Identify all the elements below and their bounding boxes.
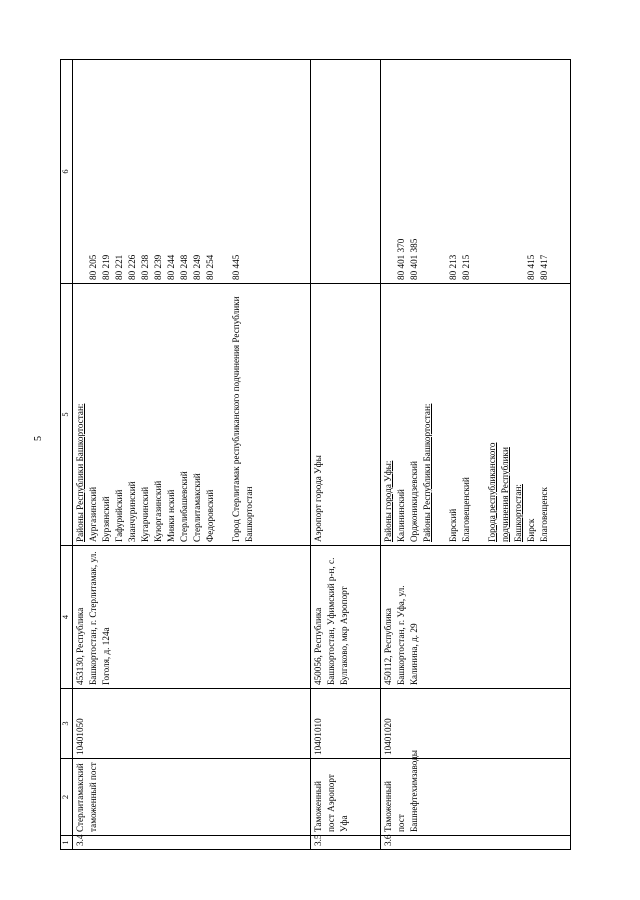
code-cell-empty [311, 60, 381, 284]
area-name: Кугарчинский [140, 486, 150, 542]
post-name: Таможенный пост Башнефтехимзаводы [381, 759, 571, 836]
area-name: Стерлитамакский [192, 473, 202, 542]
area-name: Мияки нский [166, 489, 176, 542]
area-name: Федоровский [205, 489, 215, 542]
row-number: 3.4 [73, 836, 311, 850]
district-name: Калининский [396, 489, 406, 542]
area-code: 80 238 [140, 254, 150, 280]
area-name: Гафурийский [114, 489, 124, 542]
area-code: 80 248 [179, 254, 189, 280]
city-name: Город Стерлитамак республиканского подчинения Республики Башкортостан [231, 296, 254, 542]
area-code: 80 254 [205, 254, 215, 280]
code-cell [73, 60, 311, 284]
territory-cell [73, 284, 311, 546]
areas-header: Районы Республики Башкортостан: [75, 403, 85, 542]
post-address: 450056, Республика Башкортостан, Уфимский р-н, с. Булгаково, мкр Аэропорт [311, 546, 381, 689]
post-address: 450112, Республика Башкортостан, г. Уфа, ул. Калинина, д. 29 [381, 546, 571, 689]
area-name: Благовещенский [461, 477, 471, 542]
table-row [73, 60, 311, 850]
col-header-1: 1 [61, 836, 73, 850]
area-name: Стерлибашевский [179, 471, 189, 542]
post-code: 10401020 [381, 689, 571, 759]
area-code: 80 215 [461, 254, 471, 280]
district-code: 80 401 385 [409, 238, 419, 280]
town-name: Бирск [526, 518, 536, 542]
district-code: 80 401 370 [396, 238, 406, 280]
col-header-4: 4 [61, 546, 73, 689]
town-code: 80 417 [539, 254, 549, 280]
post-name: Таможенный пост Аэропорт Уфа [311, 759, 381, 836]
area-code: 80 213 [448, 254, 458, 280]
town-name: Благовещенск [539, 487, 549, 542]
page-number: 5 [33, 436, 44, 441]
table-row [311, 60, 381, 850]
row-number: 3.6 [381, 836, 571, 850]
header-row [61, 60, 73, 850]
area-code: 80 249 [192, 254, 202, 280]
district-name: Орджоникидзевский [409, 461, 419, 542]
col-header-6: 6 [61, 60, 73, 284]
table-row [381, 60, 571, 850]
area-code: 80 244 [166, 254, 176, 280]
customs-posts-table [60, 59, 571, 850]
col-header-5: 5 [61, 284, 73, 546]
city-code: 80 445 [231, 254, 241, 280]
area-name: Куюргазинский [153, 480, 163, 542]
area-name: Зианчуринский [127, 481, 137, 542]
code-cell [381, 60, 571, 284]
area-code: 80 219 [101, 254, 111, 280]
post-code: 10401010 [311, 689, 381, 759]
town-code: 80 415 [526, 254, 536, 280]
post-address: 453130, Республика Башкортостан, г. Стерлитамак, ул. Гоголя, д. 124а [73, 546, 311, 689]
territory-cell [381, 284, 571, 546]
city-districts-header: Районы города Уфы: [383, 460, 393, 542]
areas-header: Районы Республики Башкортостан: [422, 403, 432, 542]
row-number: 3.5 [311, 836, 381, 850]
zone-cell: Аэропорт города Уфы [311, 284, 381, 546]
area-name: Бурзянский [101, 496, 111, 542]
col-header-3: 3 [61, 689, 73, 759]
post-name: Стерлитамакский таможенный пост [73, 759, 311, 836]
area-code: 80 205 [88, 254, 98, 280]
post-code: 10401050 [73, 689, 311, 759]
rotated-table-sheet [60, 60, 580, 850]
towns-header: Города республиканского подчинения Республики Башкортостан: [487, 442, 523, 542]
area-code: 80 239 [153, 254, 163, 280]
col-header-2: 2 [61, 759, 73, 836]
area-code: 80 226 [127, 254, 137, 280]
area-name: Аургазинский [88, 486, 98, 542]
area-code: 80 221 [114, 254, 124, 280]
area-name: Бирский [448, 508, 458, 542]
